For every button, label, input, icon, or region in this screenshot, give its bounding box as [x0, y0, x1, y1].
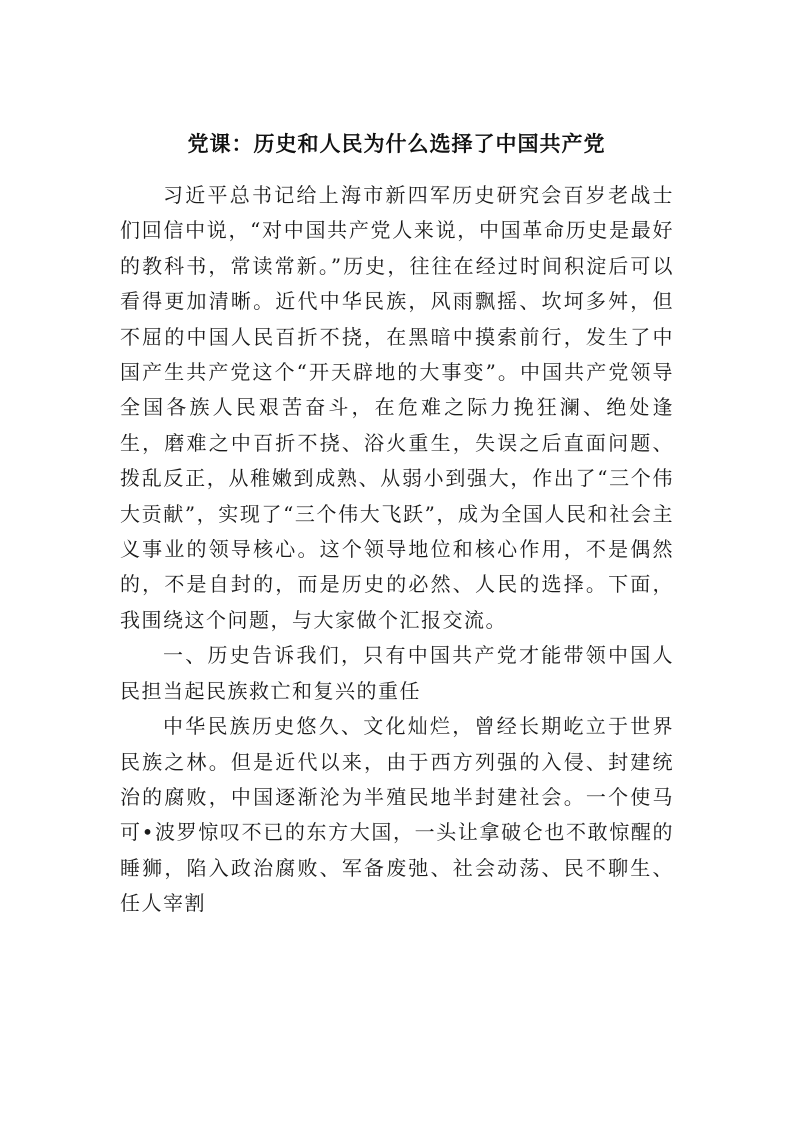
paragraph-section-1: 中华民族历史悠久、文化灿烂，曾经长期屹立于世界民族之林。但是近代以来，由于西方列强的入侵、封建统治的腐败，中国逐渐沦为半殖民地半封建社会。一个使马可•波罗惊叹不已的东方大国，一头让拿破仑也不敢惊醒的睡狮，陷入政治腐败、军备废弛、社会动荡、民不聊生、任人宰割 — [120, 714, 674, 916]
paragraph-intro: 习近平总书记给上海市新四军历史研究会百岁老战士们回信中说，“对中国共产党人来说，中国革命历史是最好的教科书，常读常新。”历史，往往在经过时间积淀后可以看得更加清晰。近代中华民族，风雨飘摇、坎坷多舛，但不屈的中国人民百折不挠，在黑暗中摸索前行，发生了中国产生共产党这个“开天辟地的大事变”。中国共产党领导全国各族人民艰苦奋斗，在危难之际力挽狂澜、绝处逢生，磨难之中百折不挠、浴火重生，失误之后直面问题、拨乱反正，从稚嫩到成熟、从弱小到强大，作出了“三个伟大贡献”，实现了“三个伟大飞跃”，成为全国人民和社会主义事业的领导核心。这个领导地位和核心作用，不是偶然的，不是自封的，而是历史的必然、人民的选择。下面，我围绕这个问题，与大家做个汇报交流。 — [120, 183, 674, 632]
section-heading-1: 一、历史告诉我们，只有中国共产党才能带领中国人民担当起民族救亡和复兴的重任 — [120, 643, 674, 703]
document-title: 党课：历史和人民为什么选择了中国共产党 — [187, 132, 606, 156]
document-body — [120, 178, 674, 922]
